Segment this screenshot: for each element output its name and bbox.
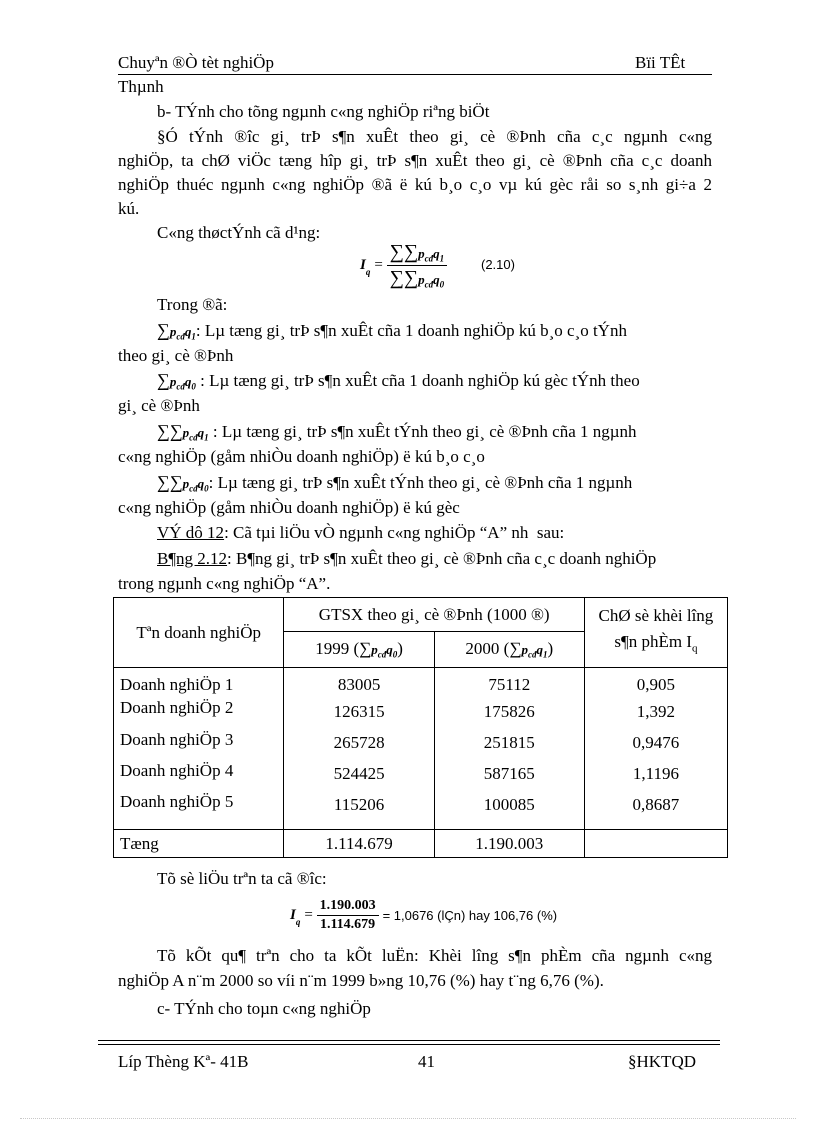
formula-2-10: $I_q$ = $\frac{\sum\sum p_{cđ}q_1}{\sum\sum p_{cđ}q_0}$ <box>360 241 447 290</box>
header-title: Chuyªn ®Ò tèt nghiÖp <box>118 53 274 72</box>
example-text: : Cã tµi liÖu vÒ ngµnh c«ng nghiÖp “A” nh sau: <box>224 523 565 542</box>
result-denominator: 1.114.679 <box>319 917 376 932</box>
paragraph-line: nghiÖp, ta chØ viÖc tæng hîp gi¸ trÞ s¶n xuÊt theo gi¸ cè ®Þnh cña c¸c doanh <box>118 151 712 170</box>
footer-rule-thin <box>98 1044 720 1045</box>
data-table <box>113 597 728 858</box>
paragraph-line: §Ó tÝnh ®îc gi¸ trÞ s¶n xuÊt theo gi¸ cè ®Þnh cña c¸c ngµnh c«ng <box>157 127 712 146</box>
total-index <box>584 830 727 858</box>
header-rule <box>118 74 712 75</box>
paragraph-line: nghiÖp thuéc ngµnh c«ng nghiÖp ®ã ë kú b¸o c¸o vµ kú gèc råi so s¸nh gi÷a 2 <box>118 175 712 194</box>
value-2000: 587165 <box>483 764 535 783</box>
names-cell <box>114 668 284 830</box>
footer-class: Líp Thèng Kª- 41B <box>118 1052 249 1071</box>
value-1999: 524425 <box>333 764 385 783</box>
formula-intro: C«ng thøctÝnh cã d¹ng: <box>157 223 321 242</box>
definition-2-cont: gi¸ cè ®Þnh <box>118 396 200 415</box>
col-header-name: Tªn doanh nghiÖp <box>114 598 284 668</box>
definition-2: $\sum p_{cđ}q_0$ : Lµ tæng gi¸ trÞ s¶n xuÊt cña 1 doanh nghiÖp kú gèc tÝnh theo <box>157 370 640 392</box>
section-b-heading: b- TÝnh cho tõng ngµnh c«ng nghiÖp riªng biÖt <box>157 102 490 121</box>
value-1999: 126315 <box>333 702 385 721</box>
row-name: Doanh nghiÖp 5 <box>120 792 234 811</box>
row-name: Doanh nghiÖp 2 <box>120 698 234 717</box>
value-index: 0,8687 <box>632 795 680 814</box>
example-line <box>157 521 564 545</box>
conclusion-line: Tõ kÕt qu¶ trªn cho ta kÕt luËn: Khèi lîng s¶n phÈm cña ngµnh c«ng <box>157 946 712 965</box>
definition-1-text: : Lµ tæng gi¸ trÞ s¶n xuÊt cña 1 doanh nghiÖp kú b¸o c¸o tÝnh <box>195 321 627 340</box>
total-label: Tæng <box>114 830 284 858</box>
definition-4-cont: c«ng nghiÖp (gåm nhiÒu doanh nghiÖp) ë kú gèc <box>118 498 460 517</box>
value-2000: 100085 <box>483 795 535 814</box>
after-table-text: Tõ sè liÖu trªn ta cã ®îc: <box>157 869 327 888</box>
value-index: 0,905 <box>636 675 676 694</box>
definition-3-cont: c«ng nghiÖp (gåm nhiÒu doanh nghiÖp) ë kú b¸o c¸o <box>118 447 485 466</box>
result-value: = 1,0676 (lÇn) hay 106,76 (%) <box>382 908 558 923</box>
definition-4: $\sum\sum p_{cđ}q_0$: Lµ tæng gi¸ trÞ s¶n xuÊt tÝnh theo gi¸ cè ®Þnh cña 1 ngµnh <box>157 472 633 494</box>
value-1999: 115206 <box>333 795 385 814</box>
footer-rule-thick <box>98 1040 720 1041</box>
row-name: Doanh nghiÖp 4 <box>120 761 234 780</box>
paragraph-line: kú. <box>118 199 140 218</box>
footer-university: §HKTQD <box>628 1052 696 1071</box>
total-2000: 1.190.003 <box>434 830 584 858</box>
result-formula: $I_q$ = $\frac{1.190.003}{1.114.679}$ = 1,0676 (lÇn) hay 106,76 (%) <box>290 898 558 932</box>
value-2000: 75112 <box>488 675 531 694</box>
header-author: Bïi TÊt <box>635 53 686 72</box>
values-1999-cell <box>284 668 434 830</box>
definition-2-text: : Lµ tæng gi¸ trÞ s¶n xuÊt cña 1 doanh nghiÖp kú gèc tÝnh theo <box>195 371 640 390</box>
definition-3-text: : Lµ tæng gi¸ trÞ s¶n xuÊt tÝnh theo gi¸ cè ®Þnh cña 1 ngµnh <box>208 422 637 441</box>
value-2000: 251815 <box>483 733 535 752</box>
col-header-index: ChØ sè khèi lîng s¶n phÈm $I_q$ <box>584 598 727 668</box>
formula-number: (2.10) <box>481 257 515 272</box>
row-name: Doanh nghiÖp 3 <box>120 730 234 749</box>
page-number: 41 <box>418 1052 435 1071</box>
col-header-2000: 2000 $(\sum p_{cđ}q_1)$ <box>434 632 584 668</box>
conclusion-line: nghiÖp A n¨m 2000 so víi n¨m 1999 b»ng 10,76 (%) hay t¨ng 6,76 (%). <box>118 971 604 990</box>
value-2000: 175826 <box>483 702 535 721</box>
col-header-1999: 1999 $(\sum p_{cđ}q_0)$ <box>284 632 434 668</box>
col-header-group: GTSX theo gi¸ cè ®Þnh (1000 ®) <box>284 598 584 632</box>
value-index: 1,1196 <box>632 764 679 783</box>
row-name: Doanh nghiÖp 1 <box>120 675 234 694</box>
definition-4-text: : Lµ tæng gi¸ trÞ s¶n xuÊt tÝnh theo gi¸ cè ®Þnh cña 1 ngµnh <box>208 473 633 492</box>
table-caption-cont: trong ngµnh c«ng nghiÖp “A”. <box>118 574 331 593</box>
value-index: 1,392 <box>636 702 676 721</box>
table-caption-text: : B¶ng gi¸ trÞ s¶n xuÊt theo gi¸ cè ®Þnh cña c¸c doanh nghiÖp <box>227 549 657 568</box>
table-label: B¶ng 2.12 <box>157 549 228 568</box>
value-1999: 265728 <box>333 733 385 752</box>
total-1999: 1.114.679 <box>284 830 434 858</box>
values-index-cell <box>584 668 727 830</box>
trong-do-label: Trong ®ã: <box>157 295 228 314</box>
values-2000-cell <box>434 668 584 830</box>
definition-1: $\sum p_{cđ}q_1$: Lµ tæng gi¸ trÞ s¶n xuÊt cña 1 doanh nghiÖp kú b¸o c¸o tÝnh <box>157 320 627 342</box>
section-c-heading: c- TÝnh cho toµn c«ng nghiÖp <box>157 999 371 1018</box>
value-index: 0,9476 <box>632 733 680 752</box>
result-numerator: 1.190.003 <box>317 898 379 916</box>
definition-3: $\sum\sum p_{cđ}q_1$ : Lµ tæng gi¸ trÞ s¶n xuÊt tÝnh theo gi¸ cè ®Þnh cña 1 ngµnh <box>157 421 637 443</box>
example-label: VÝ dô 12 <box>157 523 225 542</box>
definition-1-cont: theo gi¸ cè ®Þnh <box>118 346 234 365</box>
page-edge-dots <box>20 1118 796 1119</box>
table-caption-line <box>157 547 656 571</box>
header-author-cont: Thµnh <box>118 77 164 96</box>
value-1999: 83005 <box>337 675 381 694</box>
